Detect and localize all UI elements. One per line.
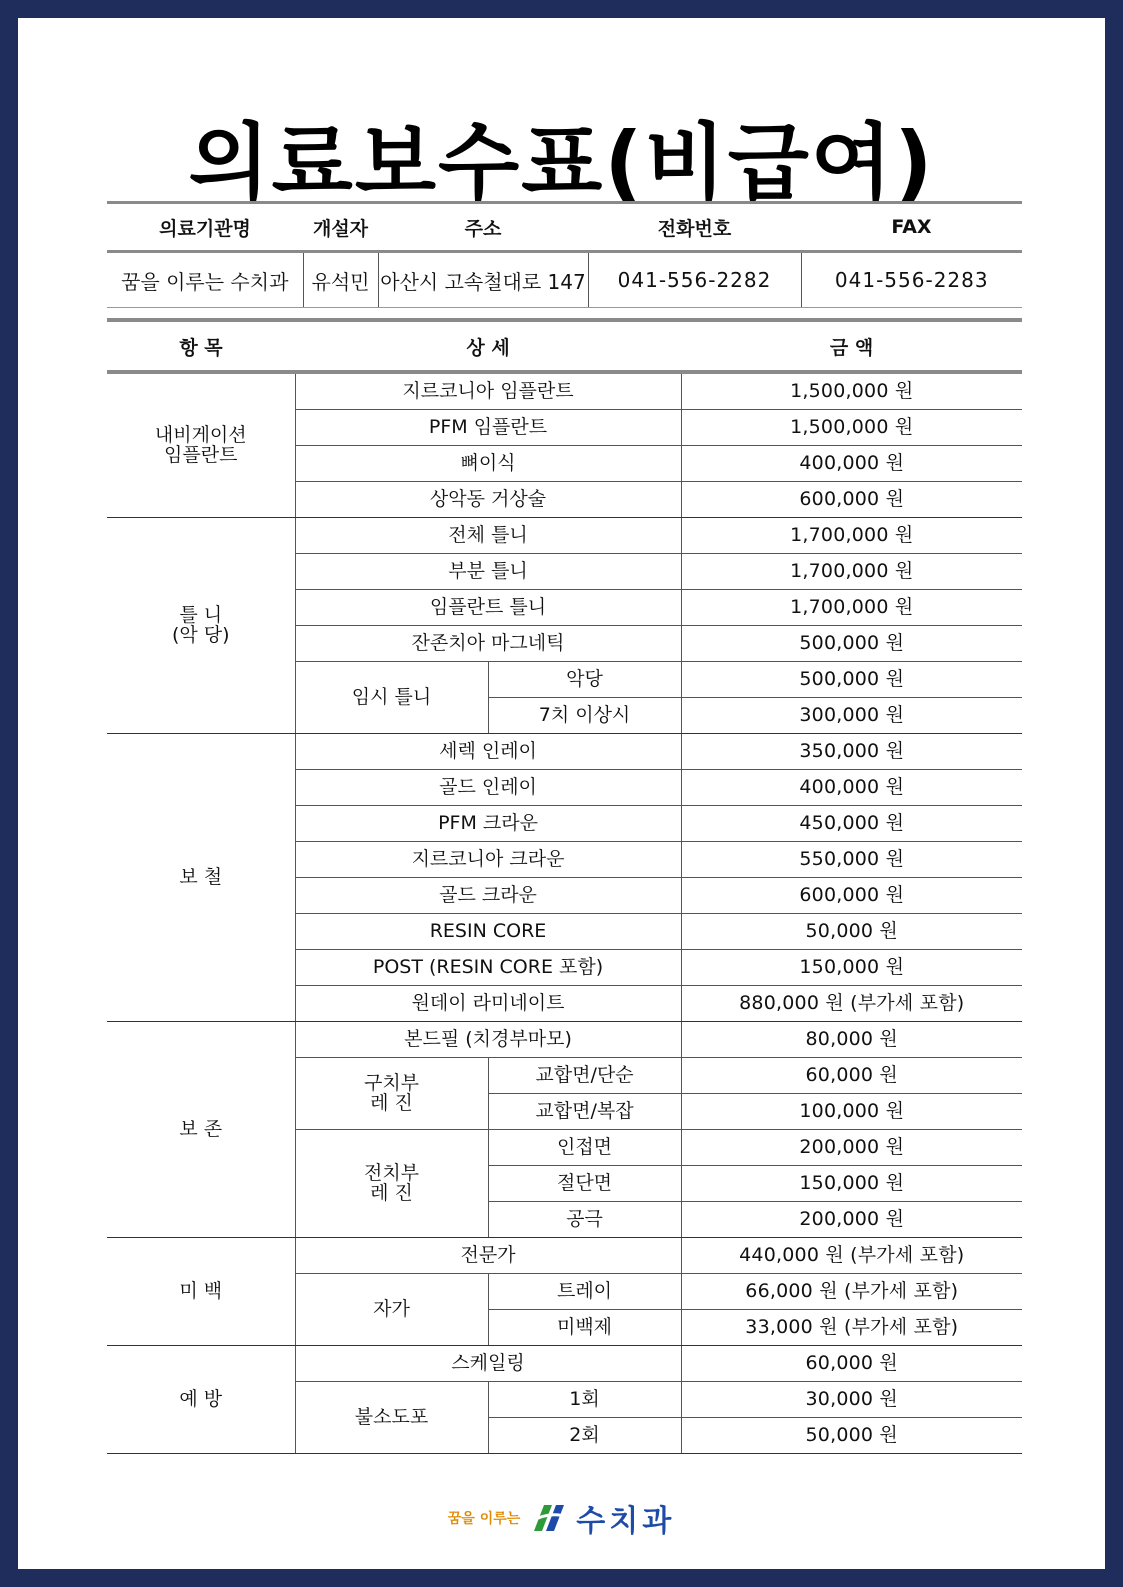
detail-cell: 전체 틀니 bbox=[295, 518, 681, 554]
detail-cell: 전문가 bbox=[295, 1238, 681, 1274]
page-title: 의료보수표(비급여) bbox=[188, 114, 935, 212]
category-whitening: 미 백 bbox=[107, 1238, 295, 1346]
amount-cell: 400,000 원 bbox=[681, 446, 1022, 482]
detail-cell: 임플란트 틀니 bbox=[295, 590, 681, 626]
table-row bbox=[107, 1238, 1022, 1274]
amount-cell: 100,000 원 bbox=[681, 1094, 1022, 1130]
footer-slogan: 꿈을 이루는 bbox=[447, 1511, 521, 1527]
amount-cell: 80,000 원 bbox=[681, 1022, 1022, 1058]
detail-cell: 상악동 거상술 bbox=[295, 482, 681, 518]
detail-cell: 교합면/단순 bbox=[488, 1058, 681, 1094]
fee-table bbox=[107, 318, 1022, 1454]
category-denture: 틀 니 (악 당) bbox=[107, 518, 295, 734]
table-row bbox=[107, 1346, 1022, 1382]
detail-cell: 미백제 bbox=[488, 1310, 681, 1346]
amount-cell: 440,000 원 (부가세 포함) bbox=[681, 1238, 1022, 1274]
clinic-address: 아산시 고속철대로 147 bbox=[378, 252, 588, 308]
detail-cell: 트레이 bbox=[488, 1274, 681, 1310]
detail-cell: 1회 bbox=[488, 1382, 681, 1418]
detail-cell: 2회 bbox=[488, 1418, 681, 1454]
clinic-name: 꿈을 이루는 수치과 bbox=[107, 252, 303, 308]
amount-cell: 1,500,000 원 bbox=[681, 410, 1022, 446]
amount-cell: 150,000 원 bbox=[681, 950, 1022, 986]
amount-cell: 66,000 원 (부가세 포함) bbox=[681, 1274, 1022, 1310]
amount-cell: 30,000 원 bbox=[681, 1382, 1022, 1418]
detail-cell: 잔존치아 마그네틱 bbox=[295, 626, 681, 662]
amount-cell: 1,700,000 원 bbox=[681, 518, 1022, 554]
amount-cell: 600,000 원 bbox=[681, 482, 1022, 518]
category-prevention: 예 방 bbox=[107, 1346, 295, 1454]
detail-cell: 7치 이상시 bbox=[488, 698, 681, 734]
amount-cell: 500,000 원 bbox=[681, 626, 1022, 662]
table-row bbox=[107, 372, 1022, 410]
amount-cell: 50,000 원 bbox=[681, 914, 1022, 950]
subgroup-temp-denture: 임시 틀니 bbox=[295, 662, 488, 734]
fee-header-category: 항 목 bbox=[107, 320, 295, 372]
amount-cell: 1,700,000 원 bbox=[681, 590, 1022, 626]
detail-cell: 스케일링 bbox=[295, 1346, 681, 1382]
amount-cell: 600,000 원 bbox=[681, 878, 1022, 914]
category-navi-implant: 내비게이션 임플란트 bbox=[107, 372, 295, 518]
table-row bbox=[107, 1022, 1022, 1058]
subgroup-home-whitening: 자가 bbox=[295, 1274, 488, 1346]
subgroup-posterior-resin: 구치부 레 진 bbox=[295, 1058, 488, 1130]
document-page bbox=[18, 18, 1105, 1569]
detail-cell: 절단면 bbox=[488, 1166, 681, 1202]
detail-cell: 악당 bbox=[488, 662, 681, 698]
table-row bbox=[107, 734, 1022, 770]
amount-cell: 1,500,000 원 bbox=[681, 372, 1022, 410]
amount-cell: 500,000 원 bbox=[681, 662, 1022, 698]
detail-cell: 지르코니아 크라운 bbox=[295, 842, 681, 878]
amount-cell: 200,000 원 bbox=[681, 1202, 1022, 1238]
amount-cell: 880,000 원 (부가세 포함) bbox=[681, 986, 1022, 1022]
amount-cell: 300,000 원 bbox=[681, 698, 1022, 734]
category-prosthesis: 보 철 bbox=[107, 734, 295, 1022]
amount-cell: 150,000 원 bbox=[681, 1166, 1022, 1202]
info-header-clinic: 의료기관명 bbox=[107, 203, 303, 252]
table-row bbox=[107, 518, 1022, 554]
detail-cell: 공극 bbox=[488, 1202, 681, 1238]
detail-cell: 뼈이식 bbox=[295, 446, 681, 482]
info-header-fax: FAX bbox=[801, 203, 1022, 252]
detail-cell: 부분 틀니 bbox=[295, 554, 681, 590]
detail-cell: 세렉 인레이 bbox=[295, 734, 681, 770]
subgroup-fluoride: 불소도포 bbox=[295, 1382, 488, 1454]
detail-cell: 원데이 라미네이트 bbox=[295, 986, 681, 1022]
fee-header-detail: 상 세 bbox=[295, 320, 681, 372]
clinic-info-table bbox=[107, 201, 1022, 308]
info-header-phone: 전화번호 bbox=[588, 203, 801, 252]
fee-header-amount: 금 액 bbox=[681, 320, 1022, 372]
detail-cell: 골드 크라운 bbox=[295, 878, 681, 914]
category-conservative: 보 존 bbox=[107, 1022, 295, 1238]
founder-name: 유석민 bbox=[303, 252, 378, 308]
phone-number: 041-556-2282 bbox=[588, 252, 801, 308]
detail-cell: 교합면/복잡 bbox=[488, 1094, 681, 1130]
fax-number: 041-556-2283 bbox=[801, 252, 1022, 308]
amount-cell: 550,000 원 bbox=[681, 842, 1022, 878]
amount-cell: 50,000 원 bbox=[681, 1418, 1022, 1454]
amount-cell: 200,000 원 bbox=[681, 1130, 1022, 1166]
footer-brand bbox=[18, 1496, 1105, 1540]
detail-cell: 골드 인레이 bbox=[295, 770, 681, 806]
amount-cell: 33,000 원 (부가세 포함) bbox=[681, 1310, 1022, 1346]
amount-cell: 60,000 원 bbox=[681, 1058, 1022, 1094]
detail-cell: 지르코니아 임플란트 bbox=[295, 372, 681, 410]
amount-cell: 350,000 원 bbox=[681, 734, 1022, 770]
subgroup-anterior-resin: 전치부 레 진 bbox=[295, 1130, 488, 1238]
info-header-address: 주소 bbox=[378, 203, 588, 252]
detail-cell: PFM 크라운 bbox=[295, 806, 681, 842]
clinic-logo-icon bbox=[530, 1501, 570, 1535]
amount-cell: 60,000 원 bbox=[681, 1346, 1022, 1382]
detail-cell: 인접면 bbox=[488, 1130, 681, 1166]
detail-cell: POST (RESIN CORE 포함) bbox=[295, 950, 681, 986]
detail-cell: RESIN CORE bbox=[295, 914, 681, 950]
detail-cell: PFM 임플란트 bbox=[295, 410, 681, 446]
info-header-founder: 개설자 bbox=[303, 203, 378, 252]
detail-cell: 본드필 (치경부마모) bbox=[295, 1022, 681, 1058]
amount-cell: 400,000 원 bbox=[681, 770, 1022, 806]
amount-cell: 1,700,000 원 bbox=[681, 554, 1022, 590]
footer-brand-name: 수치과 bbox=[576, 1504, 676, 1539]
amount-cell: 450,000 원 bbox=[681, 806, 1022, 842]
